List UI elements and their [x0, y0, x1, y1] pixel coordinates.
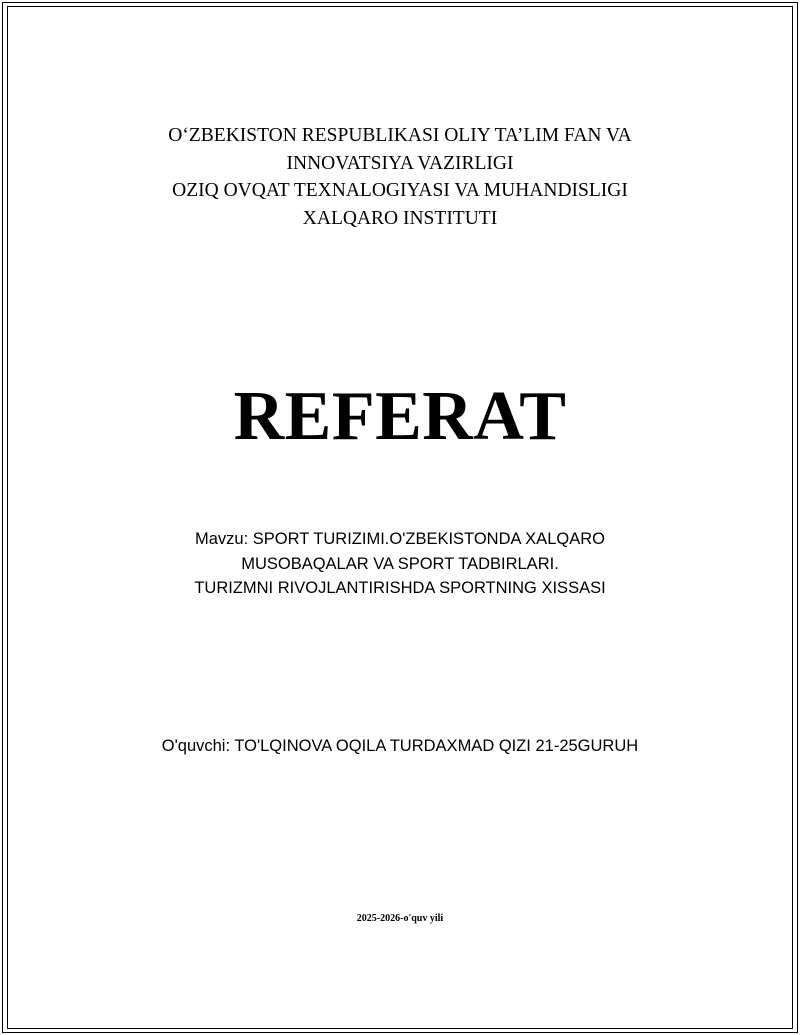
topic-line: TURIZMNI RIVOJLANTIRISHDA SPORTNING XISSASI: [194, 579, 606, 597]
topic-line: MUSOBAQALAR VA SPORT TADBIRLARI.: [241, 554, 559, 573]
academic-year: 2025-2026-o'quv yili: [356, 913, 444, 924]
institution-line: INNOVATSIYA VAZIRLIGI: [286, 152, 514, 174]
institution-line: O‘ZBEKISTON RESPUBLIKASI OLIY TA’LIM FAN VA: [168, 125, 632, 146]
institution-header: [0, 122, 800, 232]
topic-block: [0, 527, 800, 601]
institution-line: XALQARO INSTITUTI: [302, 207, 498, 229]
institution-line: OZIQ OVQAT TEXNALOGIYASI VA MUHANDISLIGI: [172, 180, 628, 201]
topic-line: Mavzu: SPORT TURIZIMI.O'ZBEKISTONDA XALQARO: [195, 530, 605, 548]
student-info: O'quvchi: TO'LQINOVA OQILA TURDAXMAD QIZI 21-25GURUH: [161, 737, 639, 755]
document-title: REFERAT: [233, 378, 567, 455]
